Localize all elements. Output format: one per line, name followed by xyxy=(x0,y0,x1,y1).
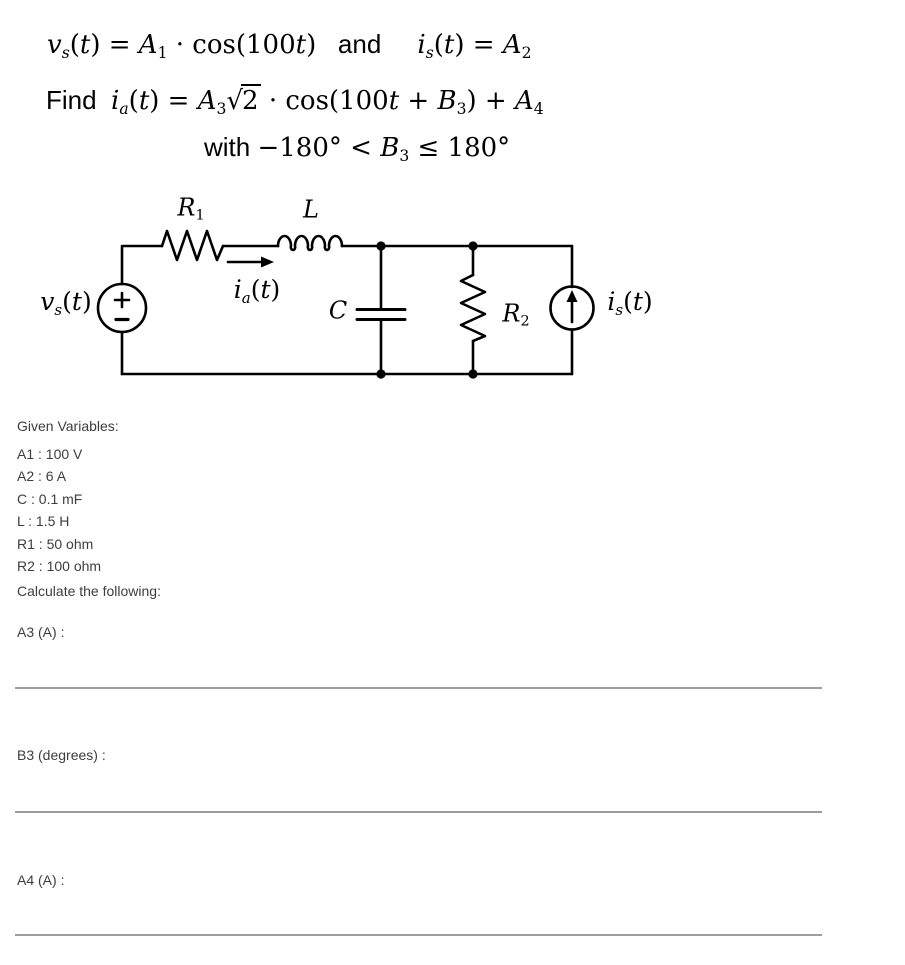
variable-r1: R1 : 50 ohm xyxy=(17,535,94,552)
label-l: L xyxy=(303,195,319,224)
answer-label-a4: A4 (A) : xyxy=(17,872,65,888)
circuit-diagram xyxy=(0,180,700,395)
equation-find: Find ia(t) = A3√2 · cos(100t + B3) + A4 xyxy=(46,85,544,118)
variable-l: L : 1.5 H xyxy=(17,513,70,530)
ia-current-arrow-icon xyxy=(228,257,274,268)
label-c: C xyxy=(328,296,348,325)
label-is: is(t) xyxy=(607,287,653,319)
junction-dot xyxy=(468,241,477,250)
equation-constraint: with −180° < B3 ≤ 180° xyxy=(204,132,511,165)
label-ia: ia(t) xyxy=(233,275,281,307)
current-source-icon xyxy=(551,246,594,374)
wire xyxy=(122,246,162,284)
junction-dot xyxy=(376,241,385,250)
label-r2: R2 xyxy=(502,299,530,330)
resistor-r2-icon xyxy=(461,246,485,374)
label-r1: R1 xyxy=(177,193,205,224)
divider-rule xyxy=(15,811,822,813)
variable-a1: A1 : 100 V xyxy=(17,446,83,462)
junction-dot xyxy=(376,369,385,378)
given-variables-list xyxy=(17,443,101,577)
answer-label-a3: A3 (A) : xyxy=(17,624,65,640)
equation-sources: vs(t) = A1 · cos(100t) and is(t) = A2 xyxy=(47,29,532,62)
given-variables-heading: Given Variables: xyxy=(17,418,119,434)
calculate-heading: Calculate the following: xyxy=(17,583,161,599)
junction-dot xyxy=(468,369,477,378)
inductor-l-icon xyxy=(278,236,342,250)
divider-rule xyxy=(15,687,822,689)
variable-a2: A2 : 6 A xyxy=(17,468,67,485)
variable-c: C : 0.1 mF xyxy=(17,490,83,507)
answer-label-b3: B3 (degrees) : xyxy=(17,747,106,763)
capacitor-c-icon xyxy=(357,246,405,374)
label-vs: vs(t) xyxy=(40,287,92,319)
voltage-source-icon xyxy=(98,284,146,374)
variable-r2: R2 : 100 ohm xyxy=(17,558,102,575)
resistor-r1-icon xyxy=(162,231,223,260)
divider-rule xyxy=(15,934,822,936)
